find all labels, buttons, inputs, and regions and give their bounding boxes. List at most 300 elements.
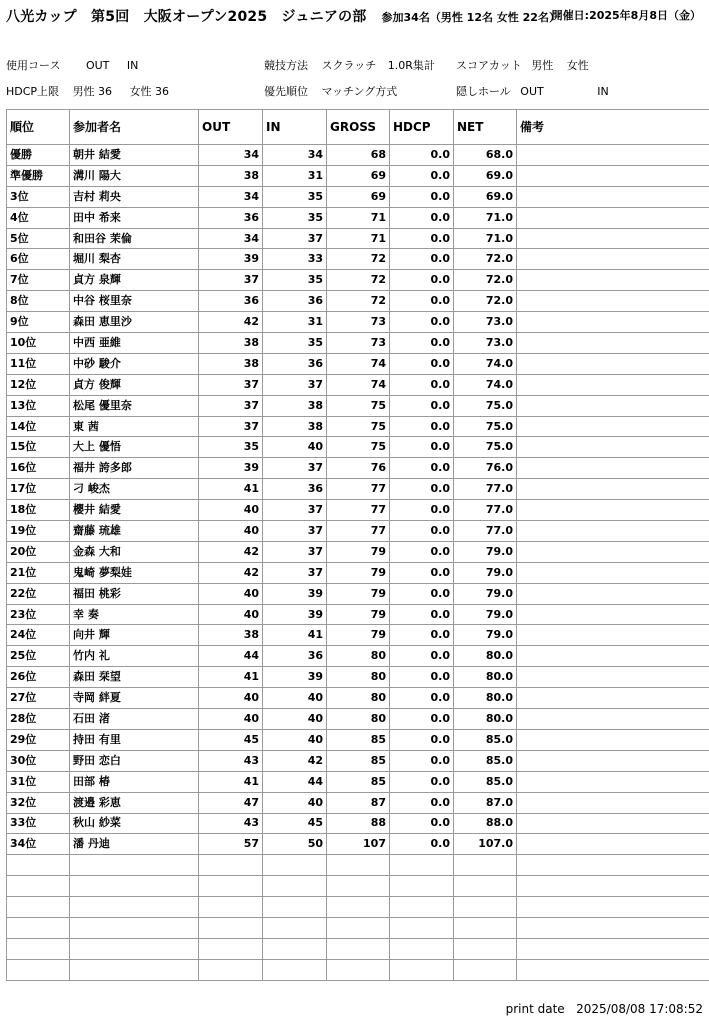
hdcp-cell: [390, 917, 454, 938]
out-cell: 37: [199, 416, 263, 437]
out-cell: 37: [199, 270, 263, 291]
out-cell: 44: [199, 646, 263, 667]
gross-cell: 79: [327, 625, 390, 646]
gross-cell: 87: [327, 792, 390, 813]
in-cell: 39: [263, 667, 327, 688]
out-cell: 57: [199, 834, 263, 855]
rank-cell: 優勝: [7, 145, 70, 166]
net-cell: 79.0: [454, 583, 517, 604]
table-row: [7, 876, 709, 897]
table-row: [7, 583, 709, 604]
rank-cell: [7, 897, 70, 918]
gross-cell: 85: [327, 771, 390, 792]
gross-cell: [327, 938, 390, 959]
table-row: [7, 249, 709, 270]
remarks-cell: [517, 813, 709, 834]
rank-cell: [7, 917, 70, 938]
net-cell: 85.0: [454, 771, 517, 792]
net-cell: 80.0: [454, 688, 517, 709]
hdcp-cell: 0.0: [390, 291, 454, 312]
name-cell: [70, 938, 199, 959]
remarks-cell: [517, 458, 709, 479]
net-cell: 75.0: [454, 395, 517, 416]
gross-cell: 80: [327, 709, 390, 730]
in-cell: 36: [263, 291, 327, 312]
name-cell: 渡邉 彩恵: [70, 792, 199, 813]
hdcp-cell: [390, 897, 454, 918]
gross-cell: 68: [327, 145, 390, 166]
in-cell: 37: [263, 562, 327, 583]
rank-cell: 3位: [7, 186, 70, 207]
table-row: [7, 959, 709, 980]
rank-cell: 31位: [7, 771, 70, 792]
out-cell: 37: [199, 374, 263, 395]
remarks-cell: [517, 500, 709, 521]
scorecut-meta: [456, 57, 589, 73]
gross-cell: [327, 897, 390, 918]
out-cell: 41: [199, 667, 263, 688]
table-row: [7, 186, 709, 207]
out-cell: 39: [199, 458, 263, 479]
gross-cell: 75: [327, 395, 390, 416]
table-row: [7, 374, 709, 395]
hdcp-label: HDCP上限: [6, 85, 60, 98]
hidden-hole-meta: [456, 83, 609, 99]
out-cell: 43: [199, 750, 263, 771]
table-row: [7, 458, 709, 479]
net-cell: 85.0: [454, 729, 517, 750]
net-cell: 88.0: [454, 813, 517, 834]
remarks-cell: [517, 876, 709, 897]
in-cell: 37: [263, 541, 327, 562]
in-cell: 38: [263, 395, 327, 416]
rank-cell: [7, 876, 70, 897]
in-cell: 36: [263, 646, 327, 667]
in-cell: [263, 959, 327, 980]
table-row: [7, 207, 709, 228]
remarks-cell: [517, 291, 709, 312]
name-cell: [70, 897, 199, 918]
remarks-cell: [517, 541, 709, 562]
rank-cell: 21位: [7, 562, 70, 583]
gross-cell: 77: [327, 521, 390, 542]
rank-cell: 5位: [7, 228, 70, 249]
hdcp-cell: 0.0: [390, 207, 454, 228]
net-cell: [454, 855, 517, 876]
hdcp-cell: 0.0: [390, 709, 454, 730]
name-cell: 田部 椿: [70, 771, 199, 792]
out-cell: 38: [199, 165, 263, 186]
in-cell: 35: [263, 333, 327, 354]
name-cell: 向井 輝: [70, 625, 199, 646]
hdcp-value-female: 女性 36: [129, 85, 170, 98]
hdcp-cell: 0.0: [390, 353, 454, 374]
participant-count: 参加34名（男性 12名 女性 22名）: [381, 11, 560, 24]
gross-cell: 77: [327, 500, 390, 521]
event-date: 開催日:2025年8月8日（金）: [551, 9, 701, 22]
remarks-cell: [517, 207, 709, 228]
hdcp-cell: 0.0: [390, 186, 454, 207]
in-cell: 44: [263, 771, 327, 792]
out-cell: 36: [199, 207, 263, 228]
name-cell: 森田 恵里沙: [70, 312, 199, 333]
net-cell: 77.0: [454, 521, 517, 542]
out-cell: 40: [199, 521, 263, 542]
table-row: [7, 729, 709, 750]
rank-cell: 11位: [7, 353, 70, 374]
name-cell: [70, 855, 199, 876]
gross-cell: 85: [327, 729, 390, 750]
in-cell: [263, 897, 327, 918]
remarks-cell: [517, 792, 709, 813]
table-row: [7, 855, 709, 876]
hdcp-cell: 0.0: [390, 333, 454, 354]
net-cell: 107.0: [454, 834, 517, 855]
remarks-cell: [517, 249, 709, 270]
out-cell: 40: [199, 688, 263, 709]
out-cell: 40: [199, 604, 263, 625]
table-row: [7, 750, 709, 771]
net-cell: 76.0: [454, 458, 517, 479]
in-cell: 45: [263, 813, 327, 834]
table-row: [7, 541, 709, 562]
net-cell: 79.0: [454, 625, 517, 646]
hdcp-cell: [390, 876, 454, 897]
net-cell: 87.0: [454, 792, 517, 813]
table-row: [7, 646, 709, 667]
remarks-cell: [517, 917, 709, 938]
header-gross: GROSS: [327, 110, 390, 145]
name-cell: 東 茜: [70, 416, 199, 437]
method-label: 競技方法: [264, 59, 308, 72]
table-header-row: [7, 110, 709, 145]
in-cell: 39: [263, 604, 327, 625]
remarks-cell: [517, 897, 709, 918]
name-cell: 幸 奏: [70, 604, 199, 625]
net-cell: 69.0: [454, 165, 517, 186]
rank-cell: 10位: [7, 333, 70, 354]
out-cell: 36: [199, 291, 263, 312]
in-cell: [263, 876, 327, 897]
net-cell: 80.0: [454, 646, 517, 667]
name-cell: 秋山 紗菜: [70, 813, 199, 834]
name-cell: 持田 有里: [70, 729, 199, 750]
remarks-cell: [517, 270, 709, 291]
name-cell: 野田 恋白: [70, 750, 199, 771]
gross-cell: 74: [327, 374, 390, 395]
in-cell: 50: [263, 834, 327, 855]
course-meta: [6, 57, 138, 73]
rank-cell: 34位: [7, 834, 70, 855]
name-cell: 大上 優悟: [70, 437, 199, 458]
gross-cell: [327, 917, 390, 938]
table-row: [7, 709, 709, 730]
in-cell: [263, 855, 327, 876]
name-cell: 中谷 桜里奈: [70, 291, 199, 312]
table-row: [7, 500, 709, 521]
out-cell: 40: [199, 709, 263, 730]
gross-cell: 107: [327, 834, 390, 855]
table-row: [7, 270, 709, 291]
out-cell: 34: [199, 145, 263, 166]
table-row: [7, 312, 709, 333]
name-cell: 福田 桃彩: [70, 583, 199, 604]
table-row: [7, 688, 709, 709]
out-cell: 37: [199, 395, 263, 416]
course-value-out: OUT: [85, 59, 110, 72]
out-cell: [199, 938, 263, 959]
out-cell: 41: [199, 771, 263, 792]
remarks-cell: [517, 604, 709, 625]
remarks-cell: [517, 521, 709, 542]
hidden-hole-value-in: IN: [597, 85, 609, 98]
hdcp-cell: 0.0: [390, 145, 454, 166]
table-row: [7, 562, 709, 583]
gross-cell: 79: [327, 541, 390, 562]
name-cell: 吉村 莉央: [70, 186, 199, 207]
in-cell: 40: [263, 792, 327, 813]
gross-cell: 74: [327, 353, 390, 374]
header-hdcp: HDCP: [390, 110, 454, 145]
in-cell: 40: [263, 729, 327, 750]
rank-cell: 13位: [7, 395, 70, 416]
remarks-cell: [517, 353, 709, 374]
gross-cell: [327, 855, 390, 876]
hdcp-cell: 0.0: [390, 500, 454, 521]
scorecut-value-male: 男性: [531, 59, 554, 72]
in-cell: 37: [263, 500, 327, 521]
gross-cell: 76: [327, 458, 390, 479]
in-cell: [263, 938, 327, 959]
table-row: [7, 165, 709, 186]
out-cell: 38: [199, 333, 263, 354]
out-cell: 45: [199, 729, 263, 750]
remarks-cell: [517, 667, 709, 688]
name-cell: 和田谷 茉倫: [70, 228, 199, 249]
table-row: [7, 437, 709, 458]
rank-cell: 18位: [7, 500, 70, 521]
hdcp-cell: 0.0: [390, 792, 454, 813]
table-row: [7, 813, 709, 834]
rank-cell: 7位: [7, 270, 70, 291]
scorecut-value-female: 女性: [566, 59, 589, 72]
gross-cell: 80: [327, 688, 390, 709]
gross-cell: 73: [327, 312, 390, 333]
hidden-hole-value-out: OUT: [520, 85, 544, 98]
hdcp-cell: 0.0: [390, 646, 454, 667]
hdcp-cell: 0.0: [390, 541, 454, 562]
table-row: [7, 834, 709, 855]
in-cell: 40: [263, 688, 327, 709]
net-cell: 69.0: [454, 186, 517, 207]
remarks-cell: [517, 583, 709, 604]
rank-cell: 25位: [7, 646, 70, 667]
rank-cell: 23位: [7, 604, 70, 625]
rank-cell: 12位: [7, 374, 70, 395]
priority-label: 優先順位: [264, 85, 308, 98]
out-cell: [199, 917, 263, 938]
in-cell: 39: [263, 583, 327, 604]
rank-cell: 27位: [7, 688, 70, 709]
table-row: [7, 771, 709, 792]
remarks-cell: [517, 145, 709, 166]
print-date-label: print date: [505, 1002, 565, 1016]
gross-cell: 88: [327, 813, 390, 834]
net-cell: 77.0: [454, 500, 517, 521]
rank-cell: 19位: [7, 521, 70, 542]
net-cell: 74.0: [454, 353, 517, 374]
remarks-cell: [517, 646, 709, 667]
name-cell: 齋藤 琉雄: [70, 521, 199, 542]
gross-cell: [327, 959, 390, 980]
results-body: [7, 145, 709, 981]
out-cell: 39: [199, 249, 263, 270]
priority-value: マッチング方式: [321, 85, 398, 98]
out-cell: 34: [199, 228, 263, 249]
rank-cell: 26位: [7, 667, 70, 688]
name-cell: [70, 876, 199, 897]
in-cell: 31: [263, 165, 327, 186]
table-row: [7, 521, 709, 542]
remarks-cell: [517, 312, 709, 333]
out-cell: 38: [199, 353, 263, 374]
rank-cell: [7, 959, 70, 980]
gross-cell: [327, 876, 390, 897]
name-cell: 潘 丹迪: [70, 834, 199, 855]
hdcp-cell: 0.0: [390, 165, 454, 186]
remarks-cell: [517, 437, 709, 458]
out-cell: 35: [199, 437, 263, 458]
out-cell: 40: [199, 583, 263, 604]
in-cell: 40: [263, 709, 327, 730]
in-cell: 33: [263, 249, 327, 270]
method-meta: [264, 57, 435, 73]
hdcp-cell: [390, 959, 454, 980]
header-rank: 順位: [7, 110, 70, 145]
remarks-cell: [517, 834, 709, 855]
out-cell: 43: [199, 813, 263, 834]
name-cell: 松尾 優里奈: [70, 395, 199, 416]
net-cell: [454, 959, 517, 980]
gross-cell: 79: [327, 562, 390, 583]
net-cell: 73.0: [454, 333, 517, 354]
hdcp-cell: 0.0: [390, 249, 454, 270]
net-cell: [454, 917, 517, 938]
name-cell: 竹内 礼: [70, 646, 199, 667]
net-cell: 79.0: [454, 541, 517, 562]
in-cell: 40: [263, 437, 327, 458]
name-cell: 中西 亜維: [70, 333, 199, 354]
hdcp-cell: 0.0: [390, 729, 454, 750]
out-cell: 42: [199, 541, 263, 562]
hdcp-meta: [6, 83, 169, 99]
remarks-cell: [517, 771, 709, 792]
table-row: [7, 333, 709, 354]
results-table: [6, 109, 709, 981]
out-cell: [199, 959, 263, 980]
remarks-cell: [517, 625, 709, 646]
hdcp-cell: 0.0: [390, 228, 454, 249]
in-cell: 31: [263, 312, 327, 333]
header-out: OUT: [199, 110, 263, 145]
name-cell: 中砂 駿介: [70, 353, 199, 374]
hdcp-value-male: 男性 36: [72, 85, 113, 98]
net-cell: 79.0: [454, 562, 517, 583]
rank-cell: 8位: [7, 291, 70, 312]
course-value-in: IN: [126, 59, 139, 72]
remarks-cell: [517, 479, 709, 500]
gross-cell: 75: [327, 416, 390, 437]
net-cell: [454, 897, 517, 918]
hdcp-cell: 0.0: [390, 395, 454, 416]
remarks-cell: [517, 165, 709, 186]
rank-cell: 14位: [7, 416, 70, 437]
name-cell: 石田 渚: [70, 709, 199, 730]
remarks-cell: [517, 395, 709, 416]
net-cell: 75.0: [454, 437, 517, 458]
name-cell: [70, 917, 199, 938]
hdcp-cell: 0.0: [390, 834, 454, 855]
table-row: [7, 479, 709, 500]
table-row: [7, 667, 709, 688]
table-row: [7, 897, 709, 918]
scorecut-label: スコアカット: [456, 59, 522, 72]
gross-cell: 73: [327, 333, 390, 354]
table-row: [7, 291, 709, 312]
rank-cell: 33位: [7, 813, 70, 834]
table-row: [7, 145, 709, 166]
name-cell: 堀川 梨杏: [70, 249, 199, 270]
remarks-cell: [517, 709, 709, 730]
in-cell: 36: [263, 479, 327, 500]
method-value-round: 1.0R集計: [387, 59, 435, 72]
header-net: NET: [454, 110, 517, 145]
name-cell: 金森 大和: [70, 541, 199, 562]
net-cell: 72.0: [454, 270, 517, 291]
header-name: 参加者名: [70, 110, 199, 145]
in-cell: 41: [263, 625, 327, 646]
table-row: [7, 228, 709, 249]
rank-cell: 4位: [7, 207, 70, 228]
hdcp-cell: 0.0: [390, 771, 454, 792]
in-cell: 42: [263, 750, 327, 771]
in-cell: [263, 917, 327, 938]
name-cell: 貞方 泉輝: [70, 270, 199, 291]
out-cell: 40: [199, 500, 263, 521]
net-cell: 73.0: [454, 312, 517, 333]
net-cell: 68.0: [454, 145, 517, 166]
rank-cell: 16位: [7, 458, 70, 479]
gross-cell: 72: [327, 249, 390, 270]
rank-cell: 29位: [7, 729, 70, 750]
rank-cell: 20位: [7, 541, 70, 562]
remarks-cell: [517, 333, 709, 354]
gross-cell: 85: [327, 750, 390, 771]
rank-cell: [7, 938, 70, 959]
in-cell: 37: [263, 458, 327, 479]
name-cell: 寺岡 絆夏: [70, 688, 199, 709]
hdcp-cell: 0.0: [390, 583, 454, 604]
net-cell: 74.0: [454, 374, 517, 395]
table-row: [7, 938, 709, 959]
course-label: 使用コース: [6, 59, 61, 72]
in-cell: 38: [263, 416, 327, 437]
remarks-cell: [517, 729, 709, 750]
out-cell: 47: [199, 792, 263, 813]
name-cell: 溝川 陽大: [70, 165, 199, 186]
remarks-cell: [517, 938, 709, 959]
table-row: [7, 604, 709, 625]
